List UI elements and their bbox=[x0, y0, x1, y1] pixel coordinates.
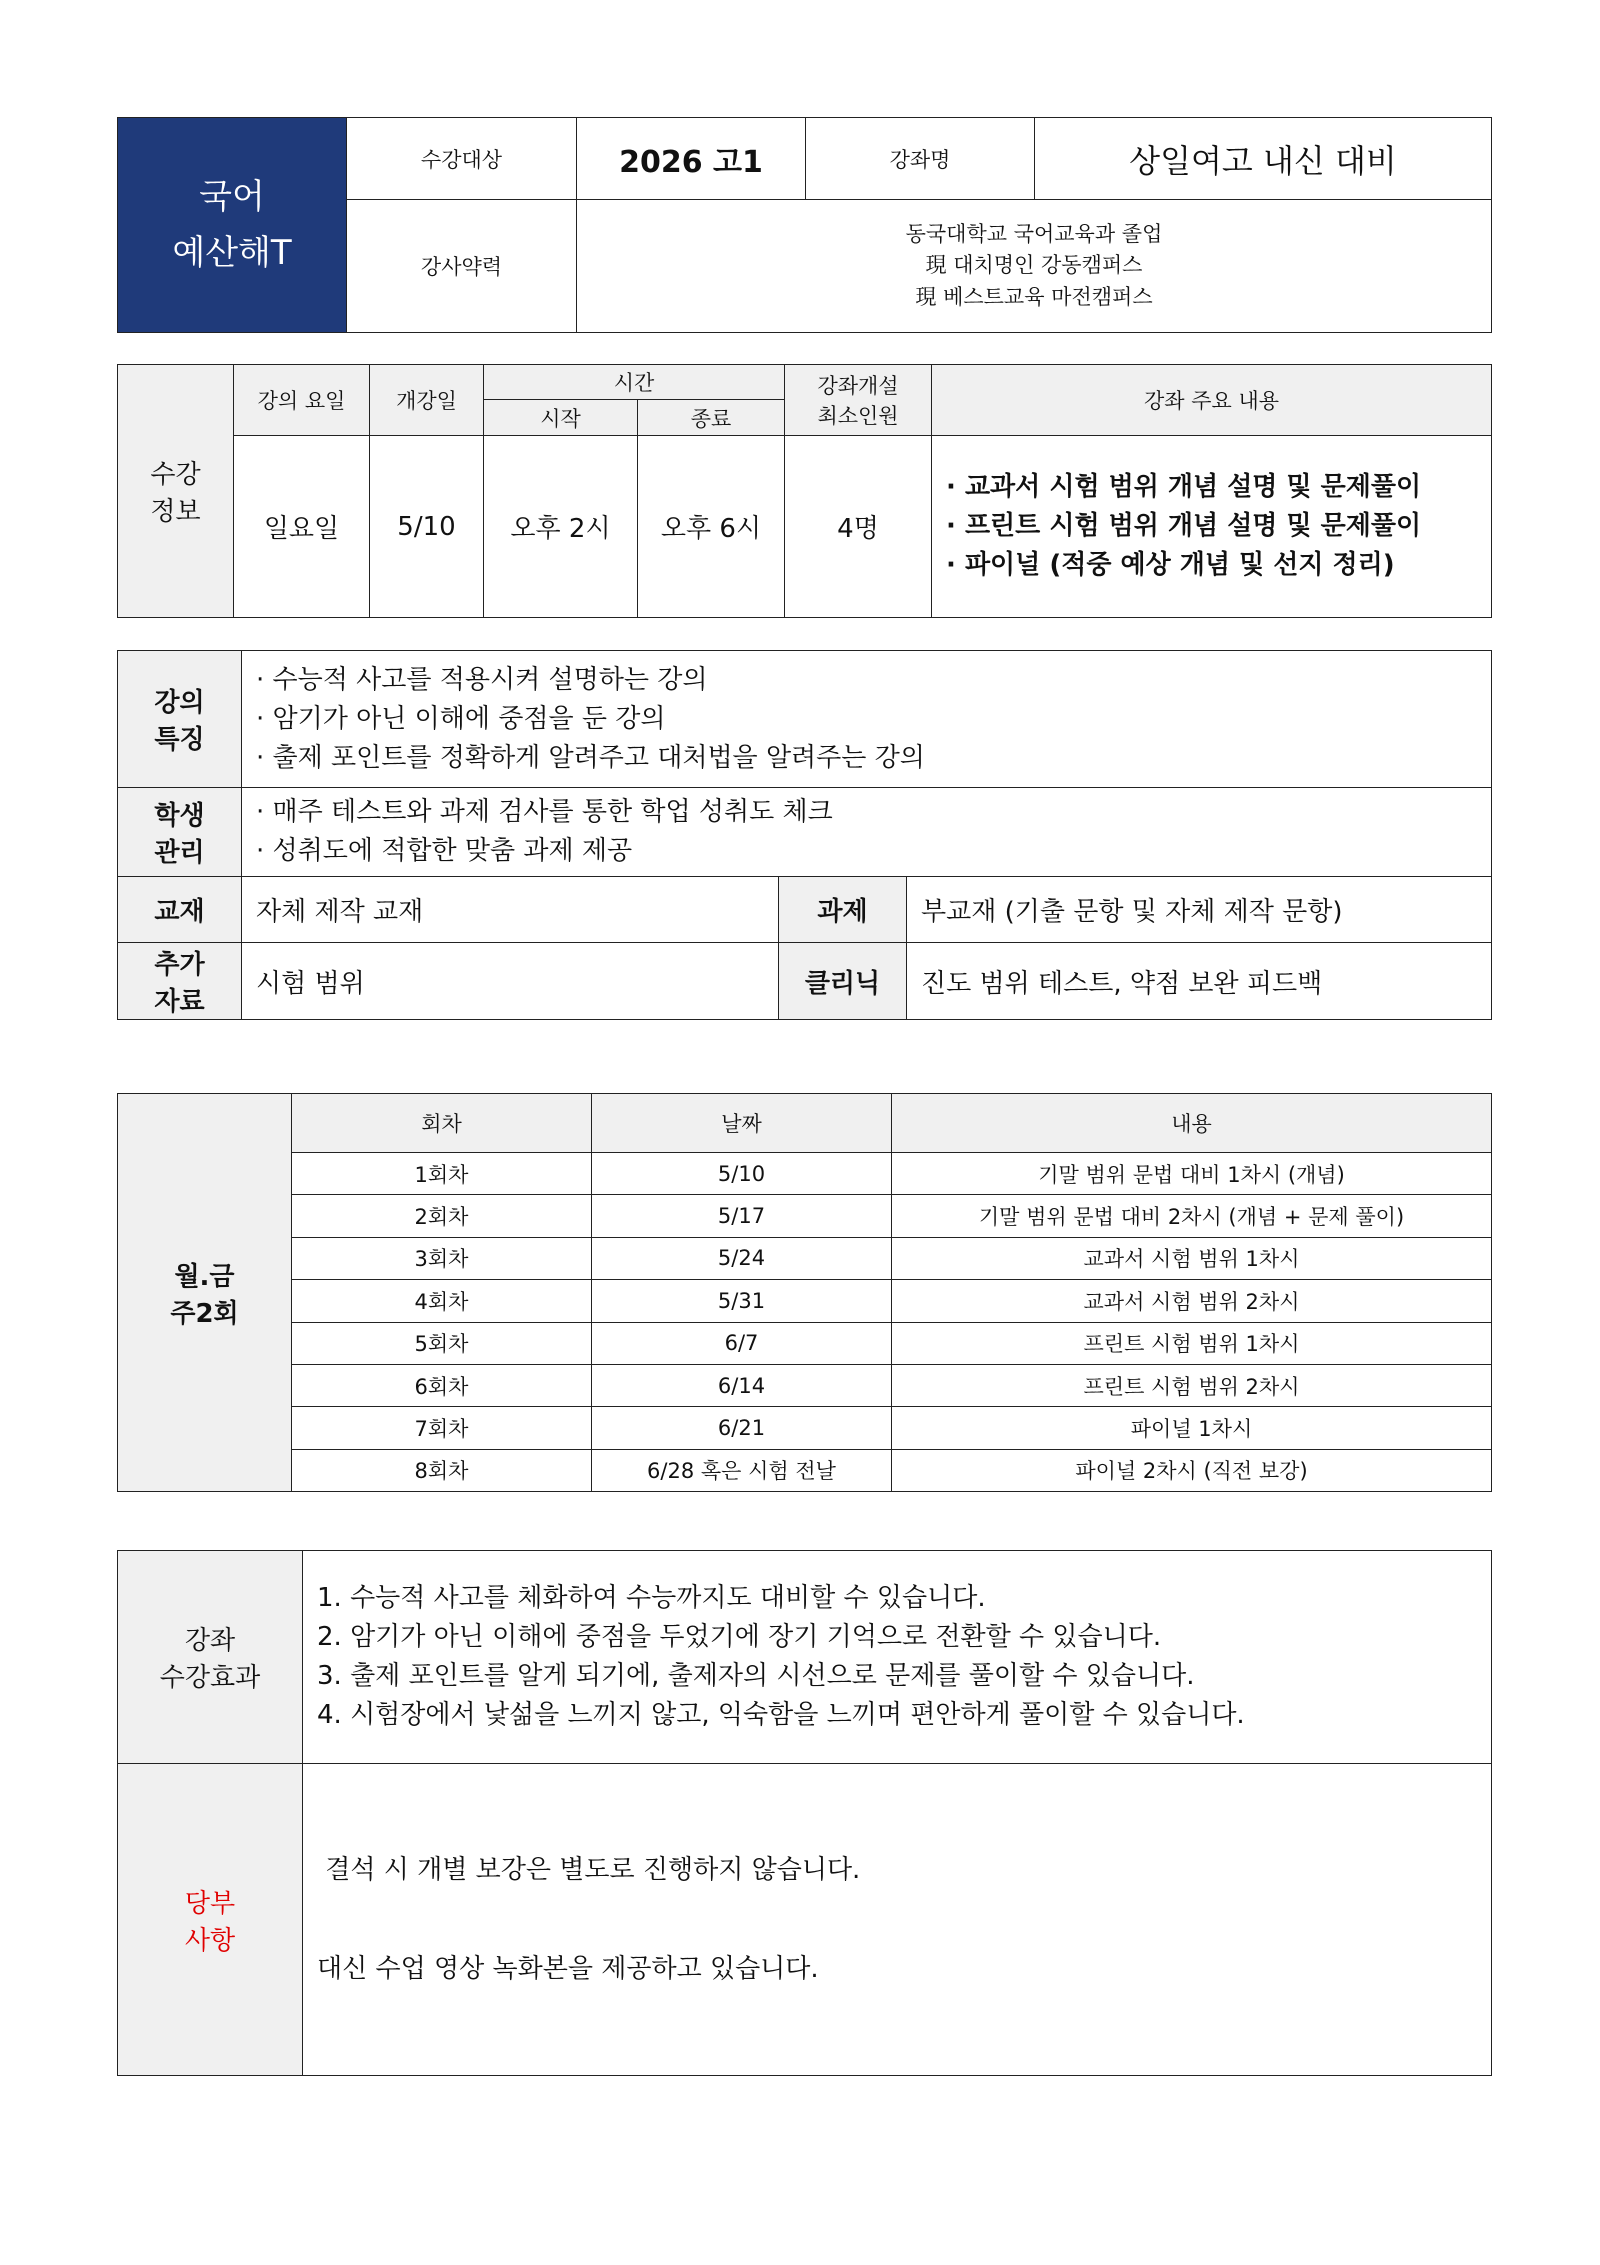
feature-line: · 수능적 사고를 적용시켜 설명하는 강의 bbox=[256, 664, 708, 695]
schedule-content: 파이널 1차시 bbox=[892, 1407, 1492, 1449]
target-value: 2026 고1 bbox=[577, 118, 806, 200]
start-date-value: 5/10 bbox=[370, 436, 484, 618]
subject-name: 국어 bbox=[199, 176, 265, 217]
schedule-row bbox=[118, 1322, 1492, 1364]
schedule-session: 7회차 bbox=[292, 1407, 592, 1449]
mgmt-lines bbox=[242, 788, 1492, 877]
bio-label: 강사약력 bbox=[347, 200, 577, 333]
effect-line: 4. 시험장에서 낯섦을 느끼지 않고, 익숙함을 느끼며 편안하게 풀이할 수 있습니다. bbox=[317, 1700, 1245, 1730]
info-table bbox=[117, 364, 1492, 618]
features-table bbox=[117, 650, 1492, 1020]
bio-lines bbox=[577, 200, 1492, 333]
feature-line: · 출제 포인트를 정확하게 알려주고 대처법을 알려주는 강의 bbox=[256, 742, 925, 773]
feature-line: · 암기가 아닌 이해에 중점을 둔 강의 bbox=[256, 703, 666, 734]
schedule-row bbox=[118, 1280, 1492, 1322]
content-line: · 파이널 (적중 예상 개념 및 선지 정리) bbox=[946, 550, 1395, 580]
bio-line: 現 베스트교육 마전캠퍼스 bbox=[915, 284, 1153, 309]
schedule-date: 5/24 bbox=[592, 1237, 892, 1279]
end-time-value: 오후 6시 bbox=[638, 436, 785, 618]
schedule-content: 기말 범위 문법 대비 1차시 (개념) bbox=[892, 1153, 1492, 1195]
schedule-content: 기말 범위 문법 대비 2차시 (개념 + 문제 풀이) bbox=[892, 1195, 1492, 1237]
min-value: 4명 bbox=[785, 436, 932, 618]
notice-line: 대신 수업 영상 녹화본을 제공하고 있습니다. bbox=[317, 1953, 819, 1984]
schedule-date: 6/21 bbox=[592, 1407, 892, 1449]
target-label: 수강대상 bbox=[347, 118, 577, 200]
features-label: 강의 특징 bbox=[118, 651, 242, 788]
effect-line: 2. 암기가 아닌 이해에 중점을 두었기에 장기 기억으로 전환할 수 있습니다. bbox=[317, 1622, 1162, 1652]
day-header: 강의 요일 bbox=[234, 365, 370, 436]
schedule-row bbox=[118, 1237, 1492, 1279]
clinic-value: 진도 범위 테스트, 약점 보완 피드백 bbox=[907, 943, 1492, 1020]
content-header: 강좌 주요 내용 bbox=[932, 365, 1492, 436]
schedule-row bbox=[118, 1364, 1492, 1406]
schedule-date: 5/17 bbox=[592, 1195, 892, 1237]
schedule-row bbox=[118, 1195, 1492, 1237]
textbook-value: 자체 제작 교재 bbox=[242, 877, 779, 943]
course-title: 상일여고 내신 대비 bbox=[1035, 118, 1492, 200]
header-table bbox=[117, 117, 1492, 333]
homework-value: 부교재 (기출 문항 및 자체 제작 문항) bbox=[907, 877, 1492, 943]
mgmt-line: · 성취도에 적합한 맞춤 과제 제공 bbox=[256, 836, 633, 866]
schedule-header-date: 날짜 bbox=[592, 1094, 892, 1153]
effects-table bbox=[117, 1550, 1492, 2076]
schedule-date: 5/10 bbox=[592, 1153, 892, 1195]
schedule-session: 6회차 bbox=[292, 1364, 592, 1406]
notice-lines bbox=[303, 1764, 1492, 2076]
mgmt-line: · 매주 테스트와 과제 검사를 통한 학업 성취도 체크 bbox=[256, 797, 833, 827]
schedule-content: 파이널 2차시 (직전 보강) bbox=[892, 1449, 1492, 1491]
time-header: 시간 bbox=[484, 365, 785, 400]
schedule-row bbox=[118, 1153, 1492, 1195]
notice-label: 당부 사항 bbox=[118, 1764, 303, 2076]
schedule-session: 5회차 bbox=[292, 1322, 592, 1364]
schedule-date: 6/28 혹은 시험 전날 bbox=[592, 1449, 892, 1491]
start-time-value: 오후 2시 bbox=[484, 436, 638, 618]
bio-line: 동국대학교 국어교육과 졸업 bbox=[905, 221, 1163, 246]
schedule-label: 월.금 주2회 bbox=[118, 1094, 292, 1492]
schedule-content: 프린트 시험 범위 2차시 bbox=[892, 1364, 1492, 1406]
content-line: · 프린트 시험 범위 개념 설명 및 문제풀이 bbox=[946, 511, 1422, 541]
clinic-label: 클리닉 bbox=[779, 943, 907, 1020]
extra-label: 추가 자료 bbox=[118, 943, 242, 1020]
content-line: · 교과서 시험 범위 개념 설명 및 문제풀이 bbox=[946, 472, 1422, 502]
schedule-content: 프린트 시험 범위 1차시 bbox=[892, 1322, 1492, 1364]
schedule-date: 5/31 bbox=[592, 1280, 892, 1322]
schedule-row bbox=[118, 1449, 1492, 1491]
course-label: 강좌명 bbox=[806, 118, 1035, 200]
schedule-header-content: 내용 bbox=[892, 1094, 1492, 1153]
effect-line: 1. 수능적 사고를 체화하여 수능까지도 대비할 수 있습니다. bbox=[317, 1583, 986, 1613]
schedule-session: 3회차 bbox=[292, 1237, 592, 1279]
bio-line: 現 대치명인 강동캠퍼스 bbox=[925, 253, 1143, 278]
day-value: 일요일 bbox=[234, 436, 370, 618]
end-time-header: 종료 bbox=[638, 400, 785, 436]
schedule-session: 8회차 bbox=[292, 1449, 592, 1491]
schedule-session: 4회차 bbox=[292, 1280, 592, 1322]
effect-line: 3. 출제 포인트를 알게 되기에, 출제자의 시선으로 문제를 풀이할 수 있습니다. bbox=[317, 1661, 1195, 1691]
schedule-session: 1회차 bbox=[292, 1153, 592, 1195]
start-date-header: 개강일 bbox=[370, 365, 484, 436]
schedule-content: 교과서 시험 범위 1차시 bbox=[892, 1237, 1492, 1279]
min-header: 강좌개설 최소인원 bbox=[785, 365, 932, 436]
effects-lines bbox=[303, 1551, 1492, 1764]
schedule-table bbox=[117, 1093, 1492, 1492]
teacher-name: 예산해T bbox=[172, 233, 292, 273]
notice-line: 결석 시 개별 보강은 별도로 진행하지 않습니다. bbox=[317, 1854, 861, 1885]
start-time-header: 시작 bbox=[484, 400, 638, 436]
content-lines bbox=[932, 436, 1492, 618]
schedule-row bbox=[118, 1407, 1492, 1449]
info-section-label: 수강 정보 bbox=[118, 365, 234, 618]
schedule-date: 6/7 bbox=[592, 1322, 892, 1364]
effects-label: 강좌 수강효과 bbox=[118, 1551, 303, 1764]
mgmt-label: 학생 관리 bbox=[118, 788, 242, 877]
features-lines bbox=[242, 651, 1492, 788]
homework-label: 과제 bbox=[779, 877, 907, 943]
schedule-header-session: 회차 bbox=[292, 1094, 592, 1153]
schedule-date: 6/14 bbox=[592, 1364, 892, 1406]
schedule-content: 교과서 시험 범위 2차시 bbox=[892, 1280, 1492, 1322]
schedule-session: 2회차 bbox=[292, 1195, 592, 1237]
extra-value: 시험 범위 bbox=[242, 943, 779, 1020]
textbook-label: 교재 bbox=[118, 877, 242, 943]
teacher-badge bbox=[118, 118, 347, 333]
